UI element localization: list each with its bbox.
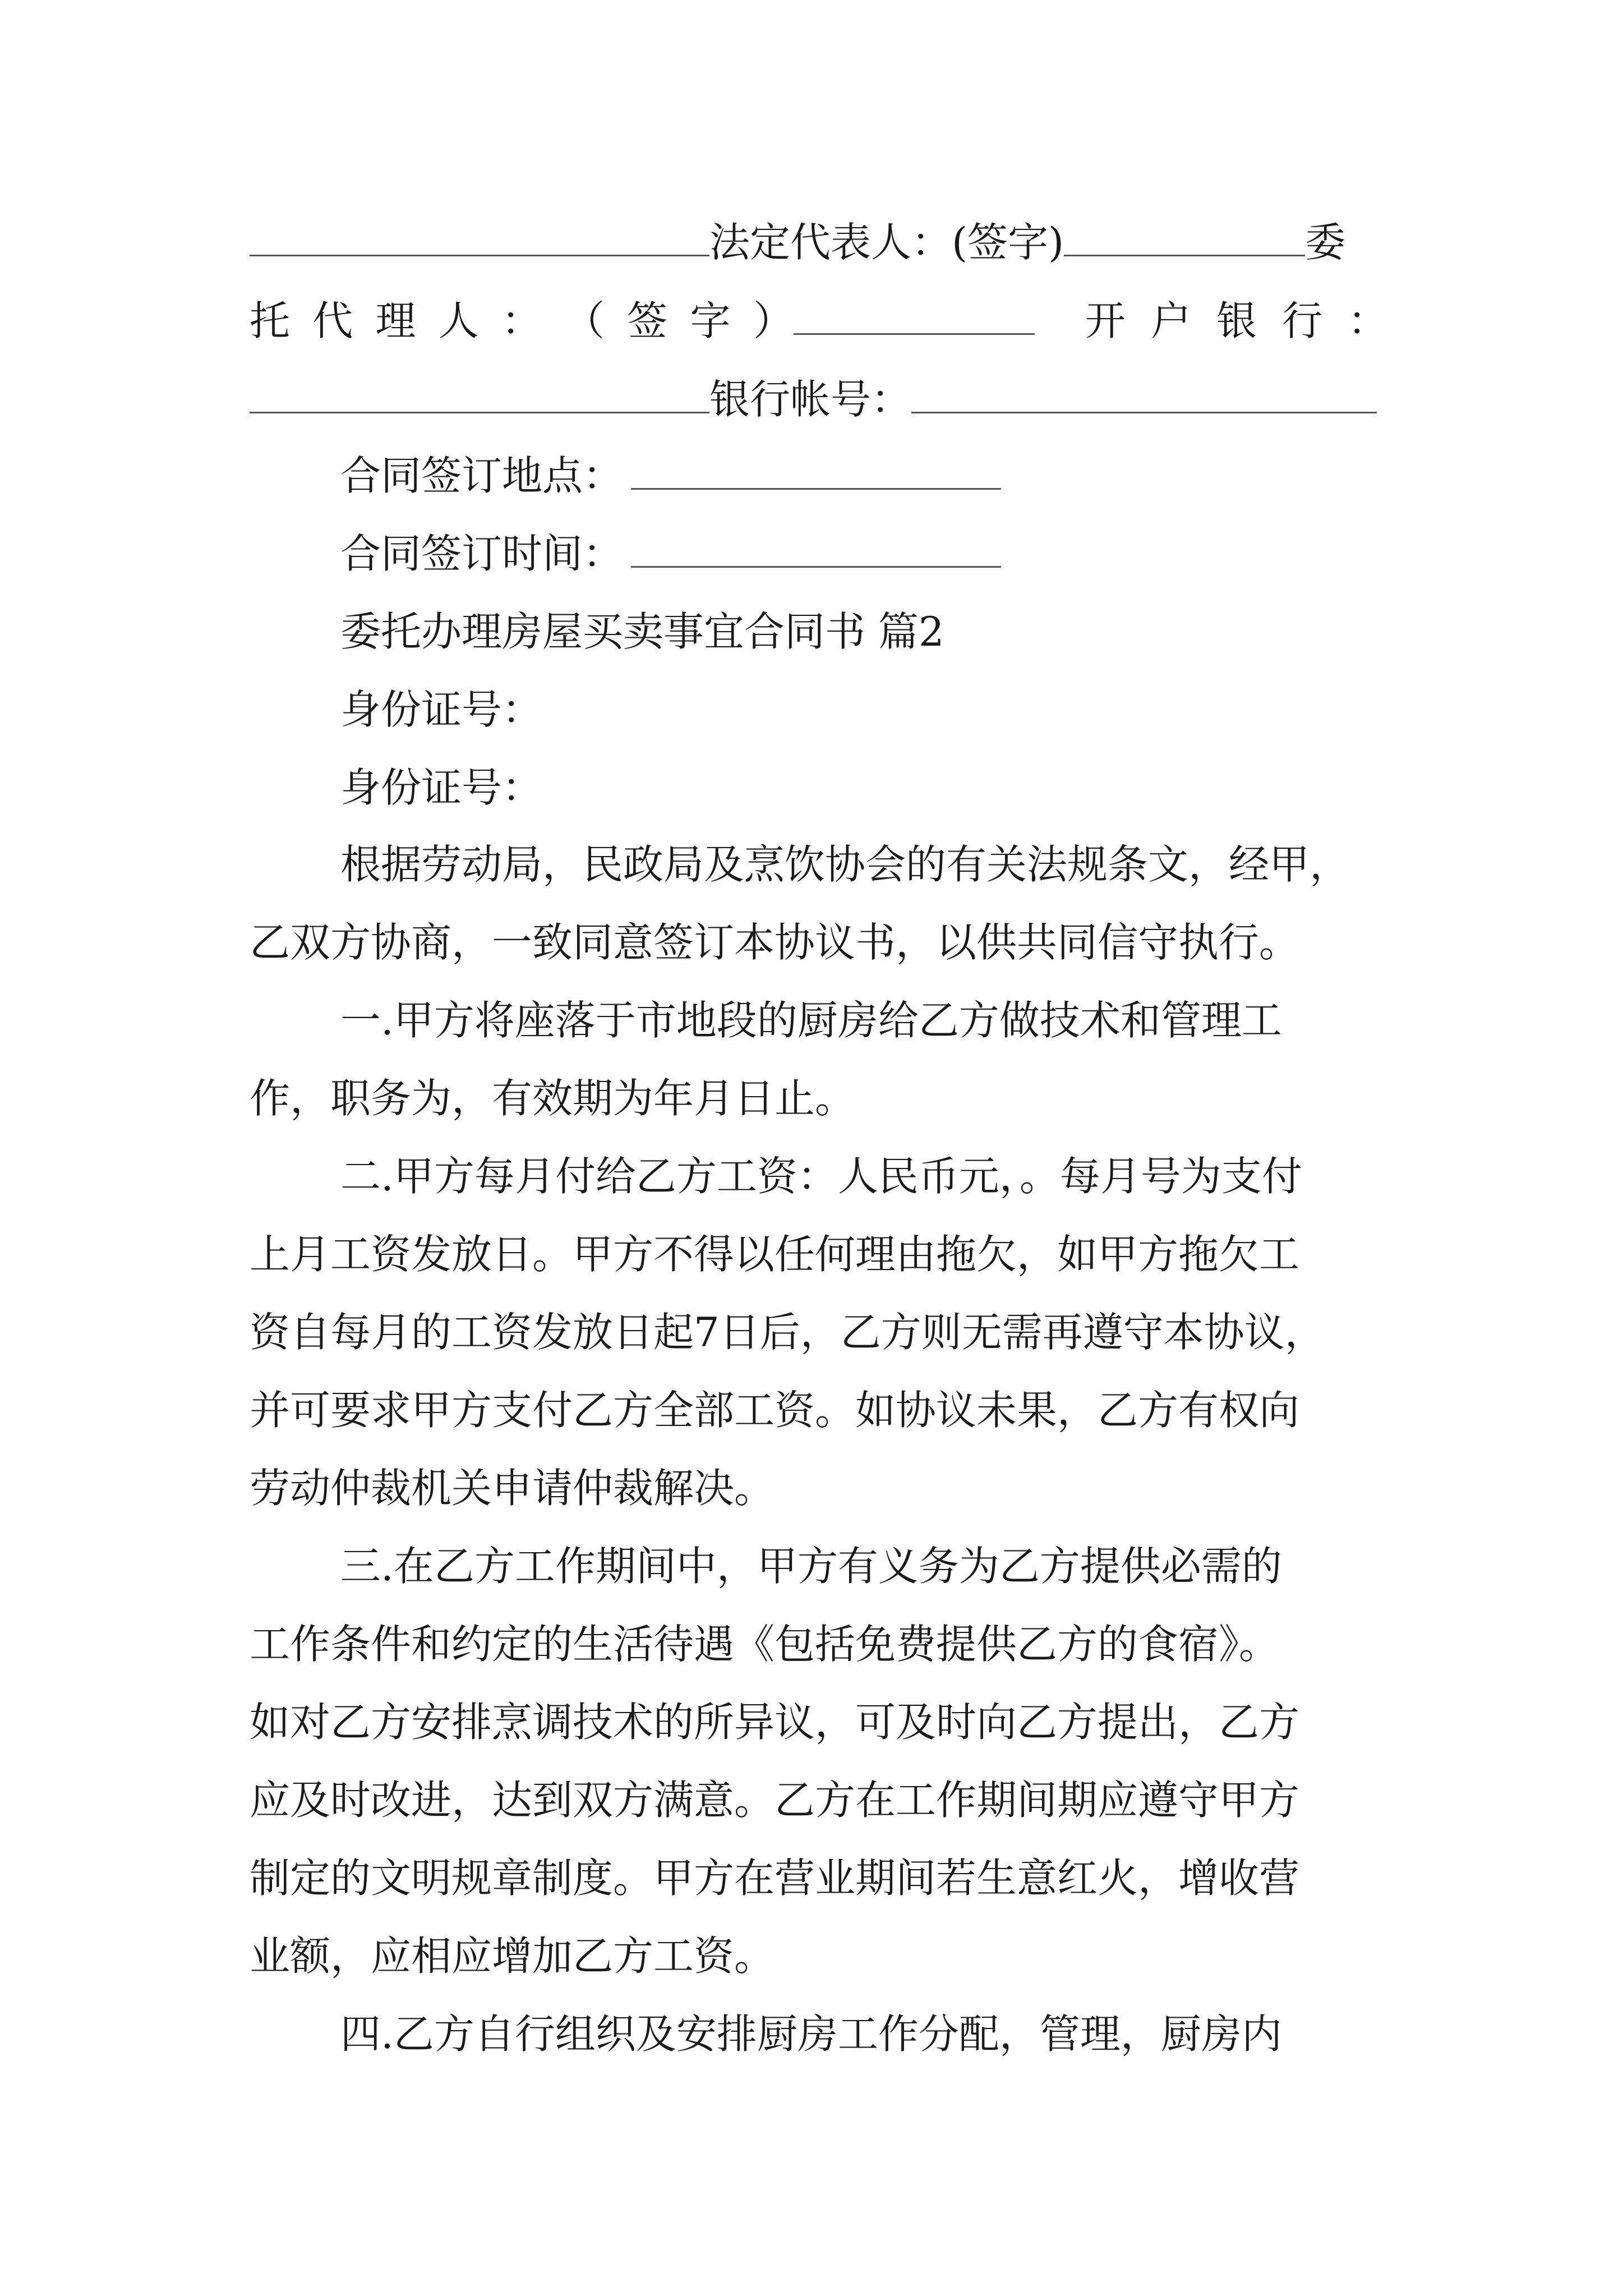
paragraph-line: 三.在乙方工作期间中，甲方有义务为乙方提供必需的 xyxy=(340,1543,1282,1590)
id-number-label-2: 身份证号： xyxy=(340,764,543,811)
paragraph-line: 四.乙方自行组织及安排厨房工作分配，管理，厨房内 xyxy=(340,2010,1282,2058)
agent-signature-blank xyxy=(794,282,1035,335)
bank-name-blank xyxy=(250,360,709,413)
bank-account-blank xyxy=(911,360,1377,413)
bank-account-label: 银行帐号： xyxy=(709,376,912,423)
section-title: 委托办理房屋买卖事宜合同书 篇2 xyxy=(340,608,944,655)
line-tail: 委 xyxy=(1305,219,1346,266)
paragraph-line: 乙双方协商，一致同意签订本协议书，以供共同信守执行。 xyxy=(250,919,1300,966)
contract-place-blank xyxy=(631,436,1001,490)
agent-label: 托 代 理 人 ： （ 签 字 ） xyxy=(250,297,794,344)
paragraph-line: 二.甲方每月付给乙方工资：人民币元，。每月号为支付 xyxy=(340,1153,1302,1200)
bank-account-line xyxy=(250,360,1388,439)
legal-rep-line xyxy=(250,203,1388,282)
contract-time-line xyxy=(250,514,1388,593)
blank-underline xyxy=(250,203,709,256)
contract-place-label: 合同签订地点： xyxy=(340,452,624,499)
signature-blank xyxy=(1064,203,1305,256)
contract-place-line xyxy=(250,436,1388,515)
paragraph-line: 作，职务为，有效期为年月日止。 xyxy=(250,1075,856,1122)
id-number-label-1: 身份证号： xyxy=(340,686,543,733)
paragraph-line: 如对乙方安排烹调技术的所异议，可及时向乙方提出，乙方 xyxy=(250,1699,1300,1746)
bank-label: 开 户 银 行 ： xyxy=(1085,297,1388,344)
paragraph-line: 资自每月的工资发放日起7日后，乙方则无需再遵守本协议， xyxy=(250,1309,1325,1356)
paragraph-line: 工作条件和约定的生活待遇《包括免费提供乙方的食宿》。 xyxy=(250,1621,1280,1668)
paragraph-line: 根据劳动局，民政局及烹饮协会的有关法规条文，经甲， xyxy=(340,841,1350,888)
paragraph-line: 制定的文明规章制度。甲方在营业期间若生意红火，增收营 xyxy=(250,1855,1300,1902)
paragraph-line: 业额，应相应增加乙方工资。 xyxy=(250,1932,775,1980)
paragraph-line: 并可要求甲方支付乙方全部工资。如协议未果，乙方有权向 xyxy=(250,1387,1300,1434)
paragraph-line: 劳动仲裁机关申请仲裁解决。 xyxy=(250,1465,775,1512)
paragraph-line: 应及时改进，达到双方满意。乙方在工作期间期应遵守甲方 xyxy=(250,1777,1300,1824)
agent-bank-line xyxy=(250,282,1388,360)
paragraph-line: 上月工资发放日。甲方不得以任何理由拖欠，如甲方拖欠工 xyxy=(250,1231,1300,1278)
paragraph-line: 一.甲方将座落于市地段的厨房给乙方做技术和管理工 xyxy=(340,997,1282,1044)
contract-time-label: 合同签订时间： xyxy=(340,530,624,577)
contract-time-blank xyxy=(631,514,1001,568)
legal-rep-label: 法定代表人：(签字) xyxy=(709,219,1064,266)
